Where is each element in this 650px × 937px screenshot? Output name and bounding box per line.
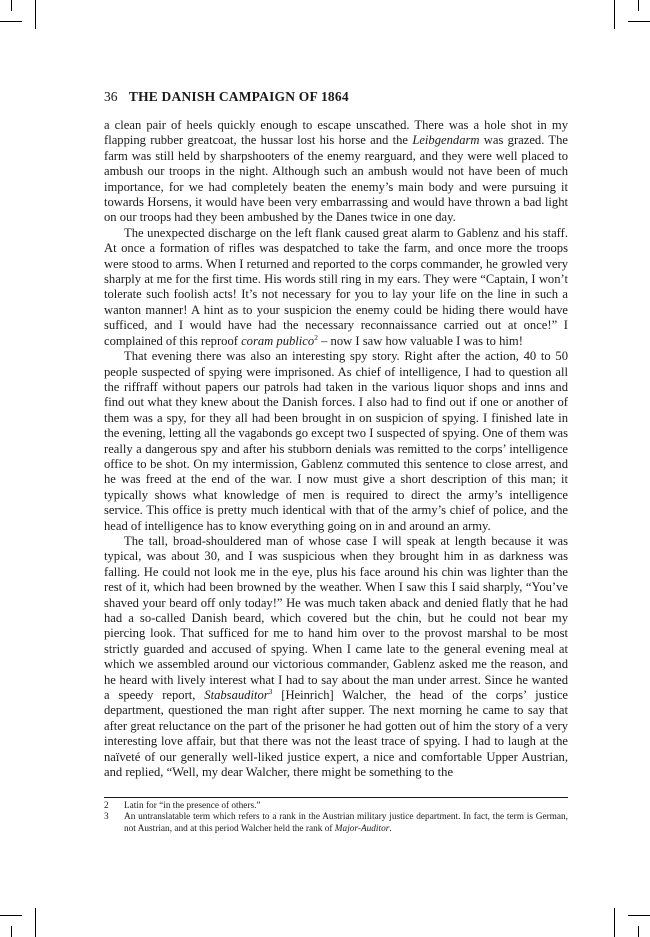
crop-mark-tr-v	[614, 0, 615, 29]
crop-mark-tl-v	[35, 0, 36, 29]
paragraph-4: The tall, broad-shouldered man of whose case I will speak at length because it was typical, was about 30, and I was suspicious when they brought him in as darkness was falling. He could not look me in the eye, plus his face around his chin was lighter than the rest of it, which had been browned by the weather. When I saw this I said sharply, “You’ve shaved your beard off only today!” He was much taken aback and denied flatly that he had had a so-called Danish beard, which covered but the chin, but he could not bear my piercing look. That sufficed for me to hand him over to the provost marshal to be most strictly guarded and accused of spying. When I came late to the general evening meal at which we assembled around our victorious commander, Gablenz asked me the reason, and he heard with lively interest what I had to say about the man under arrest. Since he wanted a speedy report, Stabsauditor$^3$ [Heinrich] Walcher, the head of the corps’ justice department, questioned the man right after supper. The next morning he came to say that after great reluctance on the part of the prisoner he had gotten out of him the story of a very interesting love affair, but that there was not the least trace of spying. I had to laugh at the naïveté of our generally well-liked justice expert, a nice and comfortable Upper Austrian, and replied, “Well, my dear Walcher, there might be something to the	[104, 533, 568, 780]
crop-mark-br-h	[628, 915, 650, 916]
paragraph-2: The unexpected discharge on the left flank caused great alarm to Gablenz and his staff. At once a formation of rifles was despatched to take the farm, and once more the troops were stood to arms. When I returned and reported to the corps commander, he growled very sharply at me for the first time. His words still ring in my ears. They were “Captain, I won’t tolerate such foolish acts! It’s not necessary for you to lay your life on the line in such a wanton manner! A hint as to your suspicion the enemy could be hiding there would have sufficed, and I would have had the necessary reconnaissance carried out at once!” I complained of this reproof coram publico$^2$ – now I saw how valuable I was to him!	[104, 225, 568, 348]
crop-mark-br-v2	[638, 926, 639, 937]
crop-mark-bl-v	[35, 908, 36, 937]
footnote-divider	[104, 797, 568, 798]
paragraph-3: That evening there was also an interesting spy story. Right after the action, 40 to 50 people suspected of spying were imprisoned. As chief of intelligence, I had to question all the riffraff without papers our patrols had taken in the various liquor shops and inns and find out what they knew about the Danish forces. I also had to find out if one or another of them was a spy, for they all had been brought in on suspicion of spying. I finished late in the evening, letting all the vagabonds go except two I suspected of spying. One of them was really a dangerous spy and after his stubborn denials was remitted to the corps’ intelligence office to be shot. On my intermission, Gablenz commuted this sentence to close arrest, and he was freed at the end of the war. I now must give a short description of this man; it typically shows what knowledge of men is required to direct the army’s intelligence service. This office is pretty much identical with that of the army’s chief of police, and the head of intelligence has to know everything going on in and around an army.	[104, 349, 568, 533]
crop-mark-bl-v2	[11, 926, 12, 937]
footnote-number: 2	[104, 801, 109, 811]
footnote-ref: 2	[314, 332, 318, 342]
footnote	[104, 801, 568, 812]
footnote-number: 3	[104, 812, 109, 823]
italic-term: Leibgendarm	[412, 133, 480, 148]
paragraph-1: a clean pair of heels quickly enough to escape unscathed. There was a hole shot in my flapping rubber greatcoat, the hussar lost his horse and the Leibgendarm was grazed. The farm was still held by sharpshooters of the enemy rearguard, and they were well placed to ambush our troops in the night. Although such an ambush would not have been of much importance, for we had completely beaten the enemy’s main body and were pursuing it towards Horsens, it would have been very embarrassing and would have thrown a bad light on our troops had they been ambushed by the Danes twice in one day.	[104, 118, 569, 225]
crop-mark-tl-v2	[11, 0, 12, 11]
crop-mark-tr-v2	[638, 0, 639, 11]
italic-term: coram publico	[241, 333, 315, 348]
footnote	[104, 812, 568, 835]
running-header	[104, 88, 568, 106]
crop-mark-br-v	[614, 908, 615, 937]
body-text	[104, 118, 568, 780]
italic-term: Major-Auditor	[334, 823, 390, 834]
italic-term: Stabsauditor	[204, 688, 269, 703]
crop-mark-tr-h	[628, 21, 650, 22]
crop-mark-tl-h	[0, 21, 22, 22]
running-title: THE DANISH CAMPAIGN OF 1864	[128, 89, 349, 104]
footnote-text: Latin for “in the presence of others.”	[124, 801, 261, 811]
crop-mark-bl-h	[0, 915, 22, 916]
footnote-ref: 3	[268, 686, 273, 696]
footnote-text: An untranslatable term which refers to a rank in the Austrian military justice department. In fact, the term is German, not Austrian, and at this period Walcher held the rank of Major-Auditor.	[124, 812, 568, 834]
page-number: 36	[104, 89, 118, 104]
footnotes	[104, 801, 568, 835]
